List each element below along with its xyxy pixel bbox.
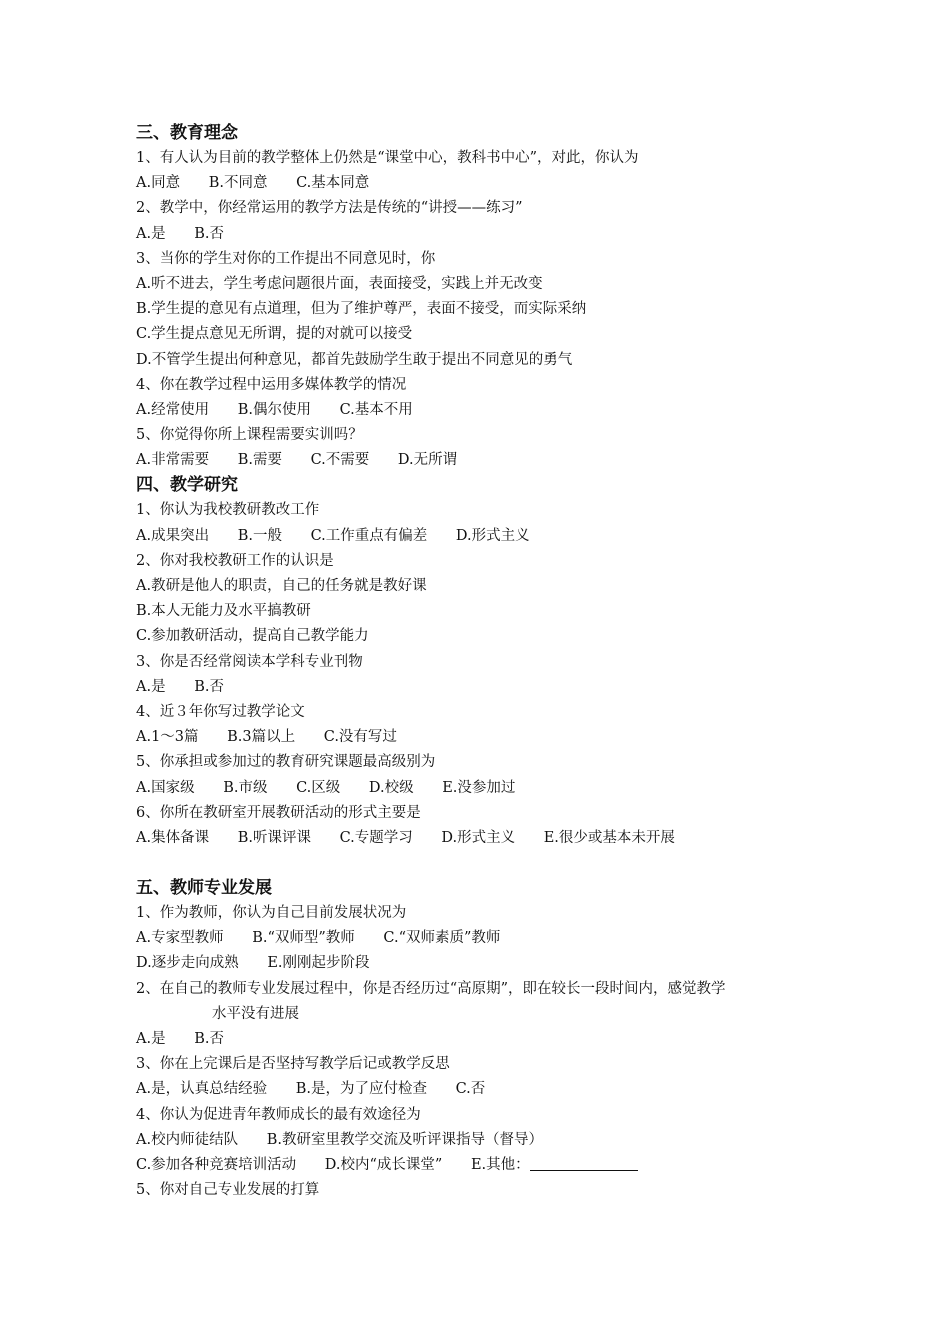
question-text: 5、你对自己专业发展的打算 [136,1182,320,1199]
option: B.听课评课 [237,829,311,846]
questionnaire-content [136,121,826,1203]
option: A.成果突出 [136,527,210,544]
option: B.否 [194,1031,224,1047]
option: B.否 [194,678,224,695]
question-text: 1、有人认为目前的教学整体上仍然是“课堂中心，教科书中心”，对此，你认为 [136,150,639,166]
option: B.教研室里教学交流及听评课指导（督导） [266,1131,543,1148]
option: D.无所谓 [397,452,458,469]
option: C.学生提点意见无所谓，提的对就可以接受 [136,326,413,343]
options-row [136,675,826,700]
option: B.是，为了应付检查 [295,1081,427,1098]
option: A.1～3篇 [136,729,199,746]
option: C.专题学习 [339,829,413,846]
option: A.经常使用 [136,401,210,418]
options-row [136,1153,826,1178]
options-row [136,1077,826,1102]
question-text: 5、你承担或参加过的教育研究课题最高级别为 [136,754,436,771]
option: B.不同意 [208,175,268,192]
option: C.工作重点有偏差 [310,527,428,544]
question-text: 3、你是否经常阅读本学科专业刊物 [136,653,363,670]
option: A.是 [136,678,166,695]
section-heading: 四、教学研究 [136,475,238,496]
options-row [136,926,826,951]
section-heading: 三、教育理念 [136,123,238,143]
option: C.参加各种竞赛培训活动 [136,1156,297,1173]
options-row [136,222,826,247]
options-row [136,725,826,750]
option: E.很少或基本未开展 [543,829,675,846]
option: C.区级 [296,779,341,796]
options-row [136,171,826,196]
option: D.校级 [368,779,414,796]
option: B.偶尔使用 [237,401,311,418]
question-text: 3、当你的学生对你的工作提出不同意见时，你 [136,250,436,267]
option: D.形式主义 [441,829,516,846]
option: D.不管学生提出何种意见，都首先鼓励学生敢于提出不同意见的勇气 [136,351,573,368]
question-text: 1、你认为我校教研教改工作 [136,502,320,519]
option: B.“双师型”教师 [252,930,355,947]
option: B.需要 [237,452,282,469]
option: C.基本不用 [339,401,413,418]
options-row [136,524,826,549]
option: A.是，认真总结经验 [136,1081,268,1098]
option: A.非常需要 [136,452,210,469]
options-row [136,1128,826,1153]
question-text: 6、你所在教研室开展教研活动的形式主要是 [136,804,421,821]
option: C.“双师素质”教师 [383,930,501,947]
question-text: 2、你对我校教研工作的认识是 [136,552,334,569]
option: A.是 [136,225,166,242]
question-text: 4、近３年你写过教学论文 [136,703,305,720]
option: A.教研是他人的职责，自己的任务就是教好课 [136,578,427,594]
option: A.是 [136,1031,166,1047]
option: C.没有写过 [323,729,397,746]
option: B.学生提的意见有点道理，但为了维护尊严，表面不接受，而实际采纳 [136,301,587,318]
option: B.市级 [223,779,268,796]
option: A.同意 [136,175,181,192]
option: C.不需要 [310,452,370,469]
option: D.形式主义 [455,527,530,544]
options-row [136,826,826,851]
option: A.专家型教师 [136,930,224,947]
question-text-continuation: 水平没有进展 [212,1005,299,1022]
other-option [471,1153,638,1178]
option: E.没参加过 [442,779,516,796]
option: B.一般 [237,527,282,544]
question-text: 4、你在教学过程中运用多媒体教学的情况 [136,376,407,393]
options-row [136,448,826,473]
option: A.校内师徒结队 [136,1131,239,1148]
options-row [136,951,826,976]
question-text: 3、你在上完课后是否坚持写教学后记或教学反思 [136,1056,450,1073]
fill-in-blank [530,1154,638,1171]
option: E.其他： [470,1156,530,1173]
section-gap [136,851,826,876]
option: E.刚刚起步阶段 [267,955,370,972]
section-heading: 五、教师专业发展 [136,878,272,899]
options-row [136,398,826,423]
question-text: 2、教学中，你经常运用的教学方法是传统的“讲授——练习” [136,200,523,217]
question-text: 4、你认为促进青年教师成长的最有效途径为 [136,1106,421,1123]
option: B.本人无能力及水平搞教研 [136,603,311,620]
option: A.听不进去，学生考虑问题很片面，表面接受，实践上并无改变 [136,275,543,292]
options-row [136,776,826,801]
option: B.3篇以上 [227,729,296,746]
option: A.国家级 [136,779,195,796]
options-row [136,1027,826,1052]
option: C.否 [455,1081,486,1098]
question-text: 2、在自己的教师专业发展过程中，你是否经历过“高原期”，即在较长一段时间内，感觉教学 [136,980,726,997]
question-text: 1、作为教师，你认为自己目前发展状况为 [136,905,407,922]
question-text: 5、你觉得你所上课程需要实训吗？ [136,427,363,444]
option: B.否 [194,225,224,242]
option: C.基本同意 [296,175,370,192]
option: D.校内“成长课堂” [324,1156,443,1173]
option: A.集体备课 [136,829,210,846]
option: D.逐步走向成熟 [136,955,239,972]
option: C.参加教研活动，提高自己教学能力 [136,628,369,645]
